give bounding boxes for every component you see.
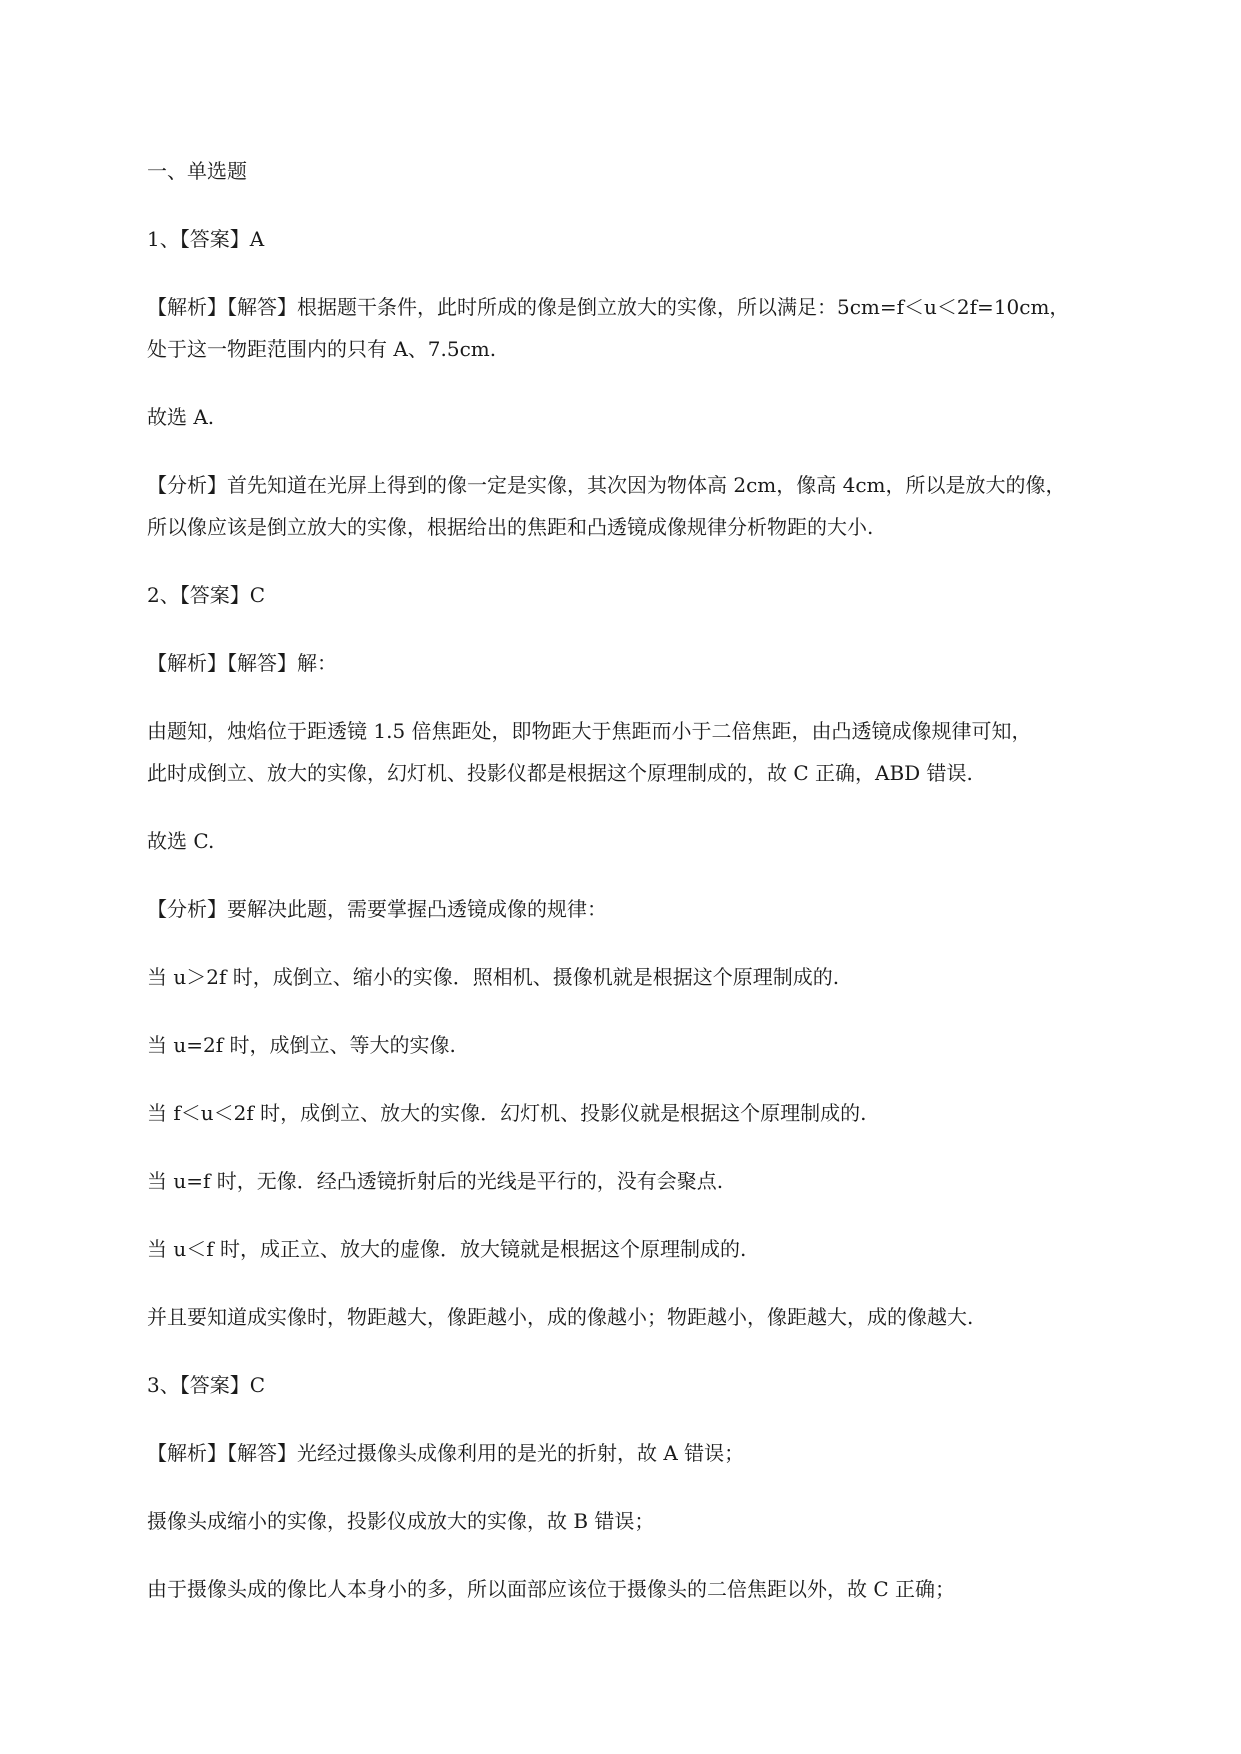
- paragraph-q2-analysis-body: [147, 718, 1157, 786]
- paragraph-q2-answer: [147, 582, 1157, 608]
- paragraph-q2-rule-4: [147, 1168, 1157, 1194]
- text-line: 【解析】【解答】解：: [147, 651, 337, 675]
- text-line: 当 u=f 时，无像．经凸透镜折射后的光线是平行的，没有会聚点.: [147, 1169, 724, 1193]
- text-line: 由于摄像头成的像比人本身小的多，所以面部应该位于摄像头的二倍焦距以外，故 C 正确；: [147, 1577, 956, 1601]
- paragraph-q1-choice: [147, 404, 1157, 430]
- paragraph-q3-analysis-b: [147, 1508, 1157, 1534]
- paragraph-q1-answer: [147, 226, 1157, 252]
- text-line: 3、【答案】C: [147, 1373, 266, 1397]
- text-line: 一、单选题: [147, 159, 247, 183]
- paragraph-q2-rule-5: [147, 1236, 1157, 1262]
- paragraph-q2-rule-3: [147, 1100, 1157, 1126]
- paragraph-q2-rule-6: [147, 1304, 1157, 1330]
- text-line: 当 f＜u＜2f 时，成倒立、放大的实像．幻灯机、投影仪就是根据这个原理制成的.: [147, 1101, 867, 1125]
- text-line: 所以像应该是倒立放大的实像，根据给出的焦距和凸透镜成像规律分析物距的大小.: [147, 515, 874, 539]
- paragraph-q1-comment: [147, 472, 1157, 540]
- text-line: 当 u=2f 时，成倒立、等大的实像.: [147, 1033, 456, 1057]
- text-line: 处于这一物距范围内的只有 A、7.5cm.: [147, 337, 497, 361]
- paragraph-q2-choice: [147, 828, 1157, 854]
- paragraph-q2-rule-1: [147, 964, 1157, 990]
- paragraph-q1-analysis: [147, 294, 1157, 362]
- text-line: 故选 A.: [147, 405, 215, 429]
- text-line: 【分析】要解决此题，需要掌握凸透镜成像的规律：: [147, 897, 607, 921]
- paragraph-q3-analysis: [147, 1440, 1157, 1466]
- text-line: 并且要知道成实像时，物距越大，像距越小，成的像越小；物距越小，像距越大，成的像越大.: [147, 1305, 974, 1329]
- text-line: 【分析】首先知道在光屏上得到的像一定是实像，其次因为物体高 2cm，像高 4cm，所以是放大的像，: [147, 473, 1066, 497]
- document-body: [147, 158, 1157, 1644]
- text-line: 由题知，烛焰位于距透镜 1.5 倍焦距处，即物距大于焦距而小于二倍焦距，由凸透镜成像规律可知，: [147, 719, 1032, 743]
- paragraph-q2-analysis: [147, 650, 1157, 676]
- text-line: 1、【答案】A: [147, 227, 265, 251]
- text-line: 【解析】【解答】光经过摄像头成像利用的是光的折射，故 A 错误；: [147, 1441, 745, 1465]
- paragraph-q2-comment: [147, 896, 1157, 922]
- text-line: 2、【答案】C: [147, 583, 266, 607]
- text-line: 当 u＜f 时，成正立、放大的虚像．放大镜就是根据这个原理制成的.: [147, 1237, 747, 1261]
- text-line: 此时成倒立、放大的实像，幻灯机、投影仪都是根据这个原理制成的，故 C 正确，ABD 错误.: [147, 761, 973, 785]
- paragraph-section-title: [147, 158, 1157, 184]
- paragraph-q2-rule-2: [147, 1032, 1157, 1058]
- paragraph-q3-analysis-c: [147, 1576, 1157, 1602]
- text-line: 摄像头成缩小的实像，投影仪成放大的实像，故 B 错误；: [147, 1509, 655, 1533]
- text-line: 当 u＞2f 时，成倒立、缩小的实像．照相机、摄像机就是根据这个原理制成的.: [147, 965, 840, 989]
- text-line: 【解析】【解答】根据题干条件，此时所成的像是倒立放大的实像，所以满足：5cm=f＜u＜2f=10cm，: [147, 295, 1070, 319]
- text-line: 故选 C.: [147, 829, 215, 853]
- paragraph-q3-answer: [147, 1372, 1157, 1398]
